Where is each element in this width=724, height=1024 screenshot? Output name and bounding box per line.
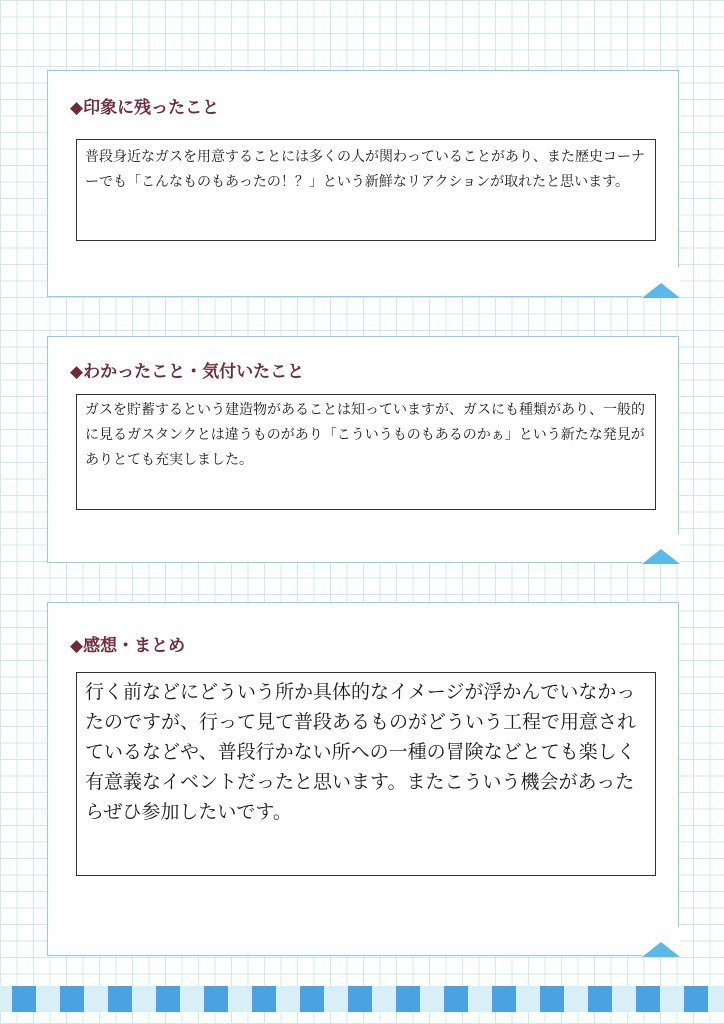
strip-square: [684, 986, 708, 1012]
section-text-box: [76, 672, 656, 876]
strip-square: [204, 986, 228, 1012]
section-heading: ◆感想・まとめ: [70, 636, 186, 656]
section-heading: ◆印象に残ったこと: [70, 98, 220, 118]
section-card-summary: [47, 602, 679, 956]
strip-square: [12, 986, 36, 1012]
strip-square: [396, 986, 420, 1012]
section-text-box: [76, 394, 656, 510]
strip-square: [588, 986, 612, 1012]
strip-square: [252, 986, 276, 1012]
section-body-text: 普段身近なガスを用意することには多くの人が関わっていることがあり、また歴史コーナーでも「こんなものもあったの！？」という新鮮なリアクションが取れたと思います。: [85, 149, 645, 190]
strip-square: [444, 986, 468, 1012]
section-card-findings: [47, 336, 679, 563]
section-body-text: 行く前などにどういう所か具体的なイメージが浮かんでいなかったのですが、行って見て普段あるものがどういう工程で用意されているなどや、普段行かない所への一種の冒険などとても楽しく有意義なイベントだったと思います。またこういう機会があったらぜひ参加したいです。: [85, 681, 637, 823]
page-fold-corner: [642, 927, 680, 957]
section-body-text: ガスを貯蓄するという建造物があることは知っていますが、ガスにも種類があり、一般的に見るガスタンクとは違うものがあり「こういうものもあるのかぁ」という新たな発見がありとても充実しました。: [85, 402, 645, 468]
decorative-bottom-strip: [0, 986, 724, 1012]
strip-square: [540, 986, 564, 1012]
strip-square: [108, 986, 132, 1012]
strip-square: [156, 986, 180, 1012]
strip-square: [60, 986, 84, 1012]
strip-square: [300, 986, 324, 1012]
page-fold-corner: [642, 268, 680, 298]
section-text-box: [76, 139, 656, 241]
section-heading: ◆わかったこと・気付いたこと: [70, 362, 305, 382]
strip-square: [492, 986, 516, 1012]
section-card-impression: [47, 70, 679, 297]
strip-square: [348, 986, 372, 1012]
strip-square: [636, 986, 660, 1012]
page-fold-corner: [642, 534, 680, 564]
